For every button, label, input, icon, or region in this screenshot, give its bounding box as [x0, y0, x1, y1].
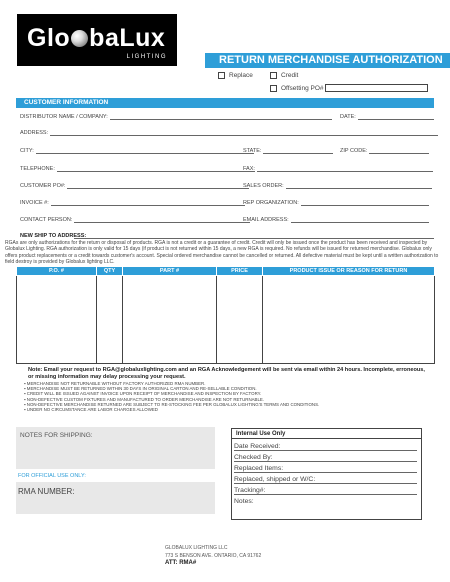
logo-orb-icon	[71, 30, 88, 47]
credit-option[interactable]: Credit	[270, 72, 298, 79]
ship-to-input[interactable]	[74, 238, 434, 239]
notes-shipping-label: NOTES FOR SHIPPING:	[20, 432, 93, 439]
distributor-field[interactable]: DISTRIBUTOR NAME / COMPANY:	[20, 114, 332, 120]
list-item: ▪ NON-DEFECTIVE MERCHANDISE RETURNED ARE SUBJECT TO RE-STOCKING FEE PER GLOBALUX LIGHTING'S TERMS AND CONDITIONS.	[24, 402, 319, 407]
footer-att: ATT: RMA#	[165, 560, 197, 566]
price-cell[interactable]	[217, 276, 263, 364]
offsetting-po-option[interactable]: Offsetting PO#	[270, 84, 428, 92]
rma-number-label: RMA NUMBER:	[18, 487, 75, 496]
qty-cell[interactable]	[97, 276, 123, 364]
rga-disclaimer: RGAs are only authorizations for the return or disposal of products. RGA is not a credit or a guarantee of credit. Credit will only be issued once the product has been received and inspected by Globalux Lighting. RGA authorization is only valid for 15 days (if product is not returned within 15 days, a new RGA is required. No refunds will be issued for returned merchandise. Globalux only offers product replacements or a credit towards customer's account. Special ordered merchandise cannot be cancelled or returned. All defective material must be kept until a written authorization to field destroy is provided by Globalux lighting LLC.	[5, 240, 439, 266]
rep-org-field[interactable]: REP ORGANIZATION:	[243, 200, 429, 206]
replaced-shipped-field[interactable]: Replaced, shipped or W/C:	[234, 475, 417, 484]
logo-sub: LIGHTING	[126, 54, 167, 60]
offsetting-po-checkbox[interactable]	[270, 85, 277, 92]
logo-brand: Glo baLux	[27, 24, 166, 52]
credit-checkbox[interactable]	[270, 72, 277, 79]
invoice-field[interactable]: INVOICE #:	[20, 200, 245, 206]
col-po: P.O. #	[17, 267, 97, 276]
date-received-field[interactable]: Date Received:	[234, 442, 417, 451]
internal-use-box	[231, 428, 422, 520]
replace-checkbox[interactable]	[218, 72, 225, 79]
replace-option[interactable]: Replace	[218, 72, 253, 79]
official-use-label: FOR OFFICIAL USE ONLY:	[18, 473, 86, 479]
list-item: ▪ MERCHANDISE MUST BE RETURNED WITHIN 30 DAYS IN ORIGINAL CARTON AND RE-SELLABLE CONDITION.	[24, 386, 319, 391]
footer-company: GLOBALUX LIGHTING LLC	[165, 545, 228, 551]
telephone-field[interactable]: TELEPHONE:	[20, 166, 255, 172]
contact-field[interactable]: CONTACT PERSON:	[20, 217, 250, 223]
col-part: PART #	[123, 267, 217, 276]
list-item: ▪ CREDIT WILL BE ISSUED AGAINST INVOICE UPON RECEIPT OF MERCHANDISE AND INSPECTION BY FACTORY.	[24, 391, 319, 396]
page-title: RETURN MERCHANDISE AUTHORIZATION	[205, 53, 450, 68]
sales-order-field[interactable]: SALES ORDER:	[243, 183, 432, 189]
footer-address	[165, 545, 261, 568]
col-price: PRICE	[217, 267, 263, 276]
replaced-items-field[interactable]: Replaced Items:	[234, 464, 417, 473]
table-row	[17, 276, 435, 364]
footer-street: 773 S BENSON AVE. ONTARIO, CA 91762	[165, 552, 262, 559]
list-item: ▪ UNDER NO CIRCUMSTANCE ARE LABOR CHARGES ALLOWED	[24, 407, 319, 412]
offsetting-po-input[interactable]	[325, 84, 428, 92]
customer-info-header: CUSTOMER INFORMATION	[16, 98, 434, 108]
internal-notes-field[interactable]: Notes:	[234, 498, 254, 505]
part-cell[interactable]	[123, 276, 217, 364]
reason-cell[interactable]	[263, 276, 435, 364]
date-field[interactable]: DATE:	[340, 114, 434, 120]
list-item: ▪ NON-DEFECTIVE CUSTOM FIXTURES AND MANUFACTURED TO ORDER MERCHANDISE ARE NOT RETURNABLE.	[24, 397, 319, 402]
ship-to-label: NEW SHIP TO ADDRESS:	[20, 233, 87, 239]
list-item: ▪ MERCHANDISE NOT RETURNABLE WITHOUT FACTORY AUTHORIZED RMA NUMBER.	[24, 381, 319, 386]
policy-list	[24, 381, 319, 412]
customer-po-field[interactable]: CUSTOMER PO#:	[20, 183, 249, 189]
city-field[interactable]: CITY:	[20, 148, 254, 154]
checked-by-field[interactable]: Checked By:	[234, 453, 417, 462]
return-items-table	[16, 266, 435, 364]
globalux-logo	[17, 14, 177, 66]
fax-field[interactable]: FAX:	[243, 166, 433, 172]
internal-use-title: Internal Use Only	[232, 429, 421, 439]
address-field[interactable]: ADDRESS:	[20, 130, 438, 136]
po-cell[interactable]	[17, 276, 97, 364]
tracking-field[interactable]: Tracking#:	[234, 486, 417, 495]
zip-field[interactable]: ZIP CODE:	[340, 148, 429, 154]
email-note: Note: Email your request to RGA@globaluxlighting.com and an RGA Acknowledgement will be sent via email within 24 hours. Incomplete, erroneous, or missing information may delay processing your request.	[28, 367, 425, 380]
col-reason: PRODUCT ISSUE OR REASON FOR RETURN	[263, 267, 435, 276]
col-qty: QTY	[97, 267, 123, 276]
state-field[interactable]: STATE:	[243, 148, 333, 154]
email-field[interactable]: EMAIL ADDRESS:	[243, 217, 429, 223]
